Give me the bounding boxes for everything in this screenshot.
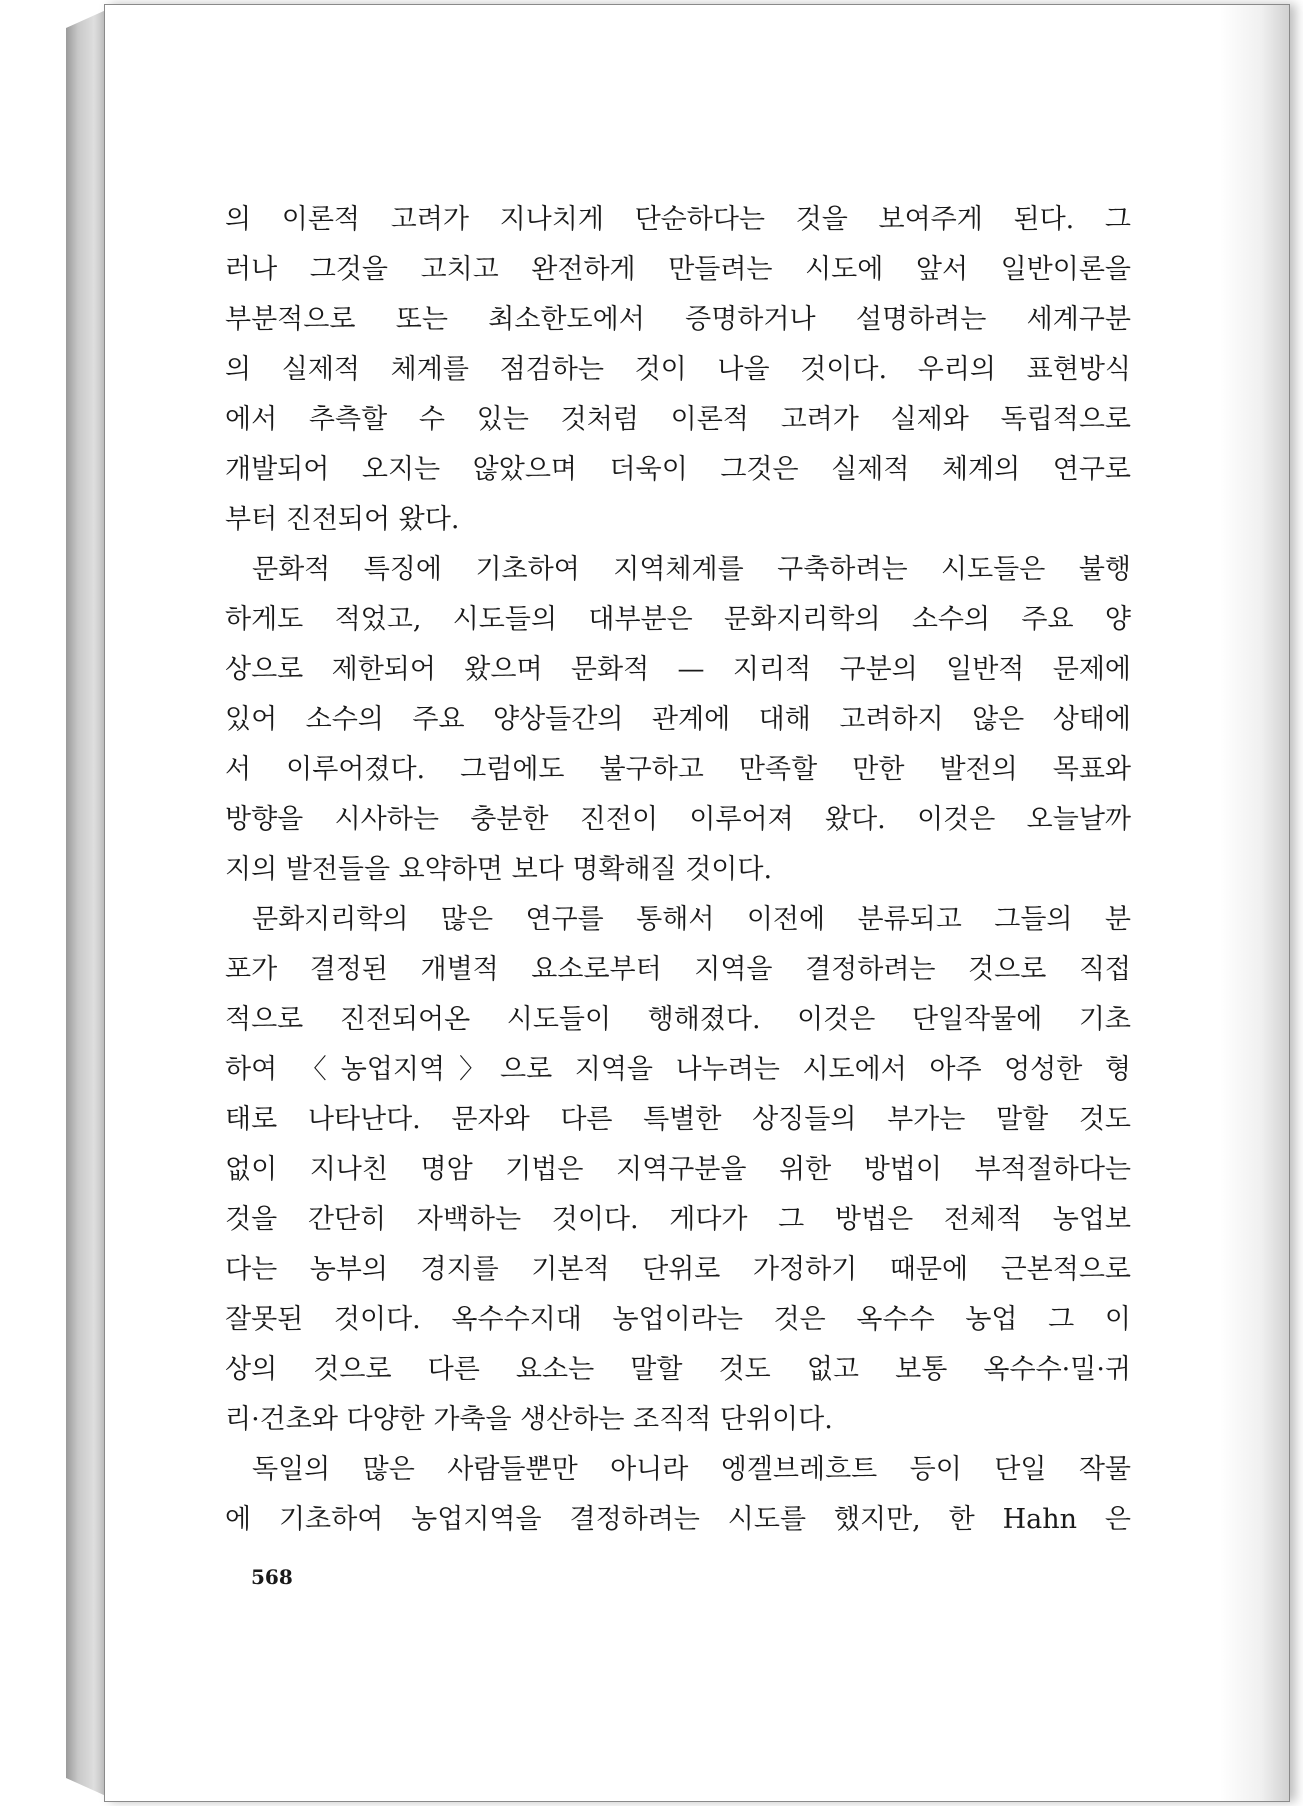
text-line: 방향을 시사하는 충분한 진전이 이루어져 왔다. 이것은 오늘날까 — [225, 804, 1131, 835]
body-text — [225, 195, 1131, 1545]
text-line: 부분적으로 또는 최소한도에서 증명하거나 설명하려는 세계구분 — [225, 304, 1131, 335]
text-line: 있어 소수의 주요 양상들간의 관계에 대해 고려하지 않은 상태에 — [225, 704, 1131, 735]
text-line: 서 이루어졌다. 그럼에도 불구하고 만족할 만한 발전의 목표와 — [225, 754, 1131, 785]
text-line: 리·건초와 다양한 가축을 생산하는 조직적 단위이다. — [225, 1404, 833, 1435]
text-line: 다는 농부의 경지를 기본적 단위로 가정하기 때문에 근본적으로 — [225, 1254, 1131, 1285]
text-line: 것을 간단히 자백하는 것이다. 게다가 그 방법은 전체적 농업보 — [225, 1204, 1131, 1235]
text-line: 상으로 제한되어 왔으며 문화적 — 지리적 구분의 일반적 문제에 — [225, 654, 1131, 685]
book-spine — [66, 10, 106, 1796]
text-line: 에서 추측할 수 있는 것처럼 이론적 고려가 실제와 독립적으로 — [225, 404, 1131, 435]
text-line: 지의 발전들을 요약하면 보다 명확해질 것이다. — [225, 854, 773, 885]
text-line: 의 실제적 체계를 점검하는 것이 나을 것이다. 우리의 표현방식 — [225, 354, 1131, 385]
text-line: 태로 나타난다. 문자와 다른 특별한 상징들의 부가는 말할 것도 — [225, 1104, 1131, 1135]
text-line: 에 기초하여 농업지역을 결정하려는 시도를 했지만, 한 Hahn 은 — [225, 1504, 1131, 1535]
text-line: 잘못된 것이다. 옥수수지대 농업이라는 것은 옥수수 농업 그 이 — [225, 1304, 1131, 1335]
page-edge-shadow — [1219, 5, 1289, 1801]
page-number: 568 — [251, 1565, 293, 1589]
text-line: 부터 진전되어 왔다. — [225, 504, 460, 535]
text-line: 독일의 많은 사람들뿐만 아니라 엥겔브레흐트 등이 단일 작물 — [252, 1454, 1131, 1485]
text-line: 의 이론적 고려가 지나치게 단순하다는 것을 보여주게 된다. 그 — [225, 204, 1131, 235]
book-page — [104, 4, 1290, 1802]
text-line: 하게도 적었고, 시도들의 대부분은 문화지리학의 소수의 주요 양 — [225, 604, 1131, 635]
text-line: 문화적 특징에 기초하여 지역체계를 구축하려는 시도들은 불행 — [252, 554, 1131, 585]
text-line: 개발되어 오지는 않았으며 더욱이 그것은 실제적 체계의 연구로 — [225, 454, 1131, 485]
text-line: 적으로 진전되어온 시도들이 행해졌다. 이것은 단일작물에 기초 — [225, 1004, 1131, 1035]
text-line: 포가 결정된 개별적 요소로부터 지역을 결정하려는 것으로 직접 — [225, 954, 1131, 985]
text-line: 상의 것으로 다른 요소는 말할 것도 없고 보통 옥수수·밀·귀 — [225, 1354, 1131, 1385]
text-line: 없이 지나친 명암 기법은 지역구분을 위한 방법이 부적절하다는 — [225, 1154, 1131, 1185]
text-line: 문화지리학의 많은 연구를 통해서 이전에 분류되고 그들의 분 — [252, 904, 1131, 935]
text-line: 러나 그것을 고치고 완전하게 만들려는 시도에 앞서 일반이론을 — [225, 254, 1131, 285]
text-line: 하여 〈농업지역〉으로 지역을 나누려는 시도에서 아주 엉성한 형 — [225, 1054, 1131, 1085]
